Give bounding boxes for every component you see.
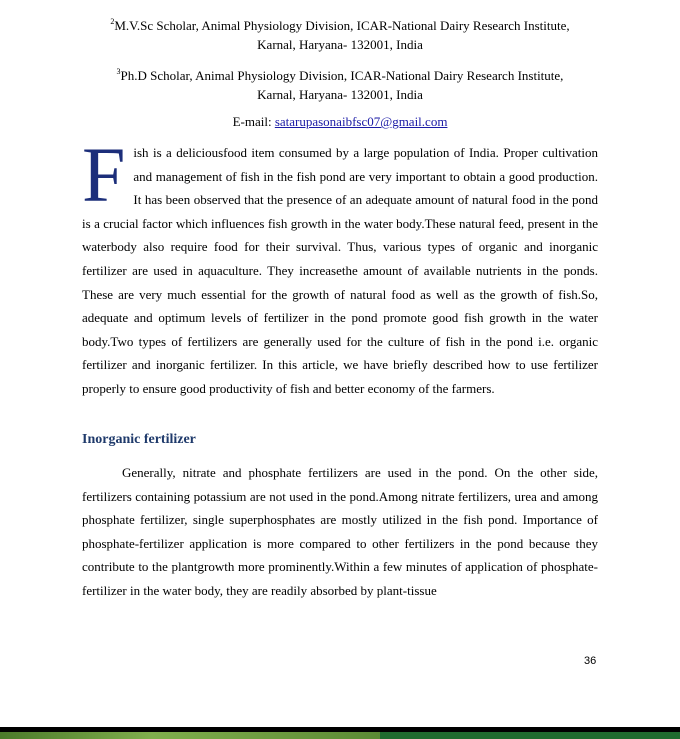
- affiliation-line: Karnal, Haryana- 132001, India: [257, 87, 423, 102]
- affiliation-3: [0, 62, 680, 104]
- affiliation-line: Ph.D Scholar, Animal Physiology Division, ICAR-National Dairy Research Institute,: [120, 68, 564, 83]
- email-label: E-mail:: [232, 114, 275, 129]
- affiliation-superscript: 2: [110, 17, 115, 26]
- intro-text: ish is a deliciousfood item consumed by a large population of India. Proper cultivation and management of fish in the fish pond are very important to obtain a good production. It has been observed that the presence of an adequate amount of natural food in the pond is a crucial factor which influences fish growth in the water body.These natural feed, present in the waterbody also require food for their survival. Thus, various types of organic and inorganic fertilizer are used in aquaculture. They increasethe amount of available nutrients in the ponds. These are very much essential for the growth of natural food as well as the growth of fish.So, adequate and optimum levels of fertilizer in the pond promote good fish growth in the water body.Two types of fertilizers are generally used for the culture of fish in the pond i.e. organic fertilizer and inorganic fertilizer. In this article, we have briefly described how to use fertilizer properly to ensure good productivity of fish and better economy of the farmers.: [82, 145, 598, 396]
- affiliation-2: [0, 12, 680, 54]
- affiliation-line: M.V.Sc Scholar, Animal Physiology Division, ICAR-National Dairy Research Institute,: [114, 18, 570, 33]
- affiliation-superscript: 3: [116, 67, 121, 76]
- page-number: 36: [584, 655, 597, 667]
- intro-paragraph: [82, 131, 598, 401]
- footer-band-right: [380, 727, 680, 739]
- drop-cap: F: [82, 131, 126, 218]
- email-link[interactable]: satarupasonaibfsc07@gmail.com: [274, 114, 448, 129]
- footer-band: [0, 727, 680, 739]
- email-line: [0, 114, 680, 130]
- affiliation-line: Karnal, Haryana- 132001, India: [257, 37, 423, 52]
- section-heading: Inorganic fertilizer: [82, 432, 196, 447]
- footer-band-left: [0, 727, 380, 739]
- section-paragraph: Generally, nitrate and phosphate fertilizers are used in the pond. On the other side, fertilizers containing potassium are not used in the pond.Among nitrate fertilizers, urea and among phosphate fertilizer, single superphosphates are mostly utilized in the fish pond. Importance of phosphate-fertilizer application is more compared to other fertilizers in the pond because they contribute to the plantgrowth more prominently.Within a few minutes of application of phosphate-fertilizer in the water body, they are readily absorbed by plant-tissue: [82, 465, 598, 598]
